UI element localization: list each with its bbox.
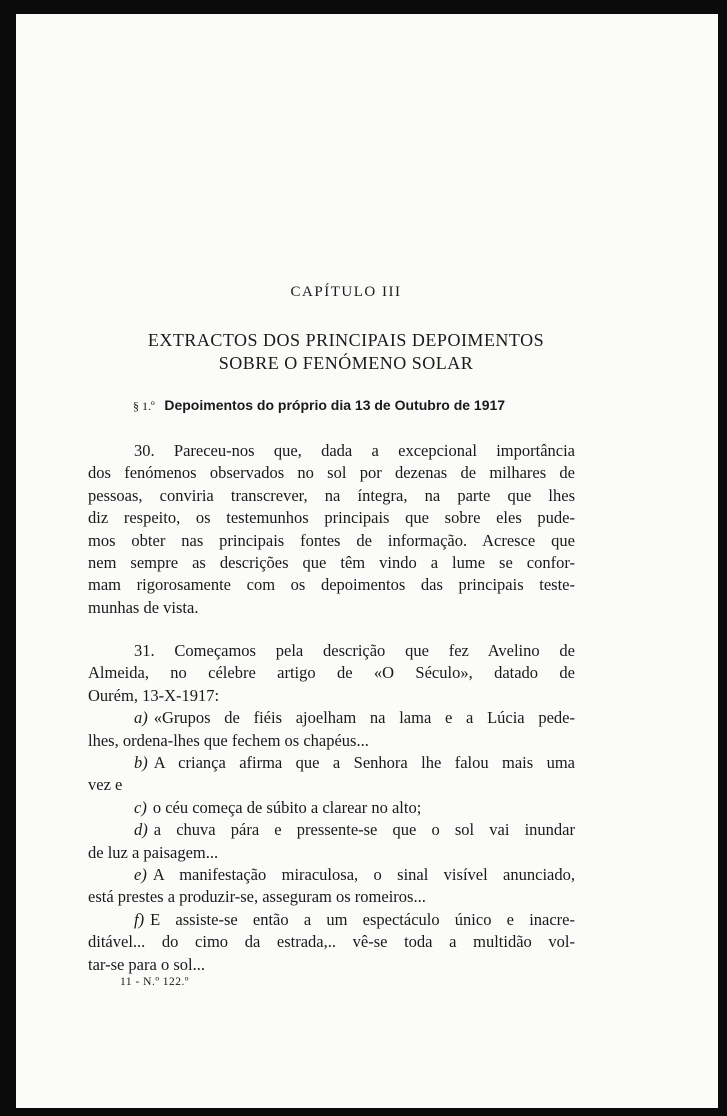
text-line: lhes, ordena-lhes que fechem os chapéus... — [88, 730, 369, 750]
item-text: «Grupos de fiéis ajoelham na lama e a Lúcia pede- — [153, 708, 575, 728]
chapter-title-line-2: SOBRE O FENÓMENO SOLAR — [218, 353, 474, 373]
item-label: e) — [134, 865, 147, 885]
item-label: c) — [134, 797, 147, 817]
chapter-title — [16, 329, 676, 375]
item-c — [88, 797, 575, 819]
section-heading — [133, 397, 593, 415]
text-line: de luz a paisagem... — [88, 842, 219, 862]
paragraph-31 — [88, 640, 575, 976]
text-line: vez e — [88, 775, 123, 795]
item-text: a chuva pára e pressente-se que o sol vai inundar — [153, 820, 575, 840]
text-line: pessoas, conviria transcrever, na íntegra, na parte que lhes — [88, 485, 575, 505]
paragraph-30 — [88, 440, 575, 619]
section-heading-text: Depoimentos do próprio dia 13 de Outubro de 1917 — [164, 397, 506, 413]
text-line: mos obter nas principais fontes de informação. Acresce que — [88, 530, 575, 550]
text-line: nem sempre as descrições que têm vindo a lume se confor- — [88, 553, 575, 573]
item-label: b) — [134, 753, 148, 773]
text-line: dos fenómenos observados no sol por dezenas de milhares de — [88, 463, 575, 483]
item-a — [88, 707, 575, 729]
text-line: 31. Começamos pela descrição que fez Avelino de — [134, 641, 575, 660]
item-text: E assiste-se então a um espectáculo único e inacre- — [150, 909, 575, 929]
text-line: ditável... do cimo da estrada,.. vê-se toda a multidão vol- — [88, 932, 575, 952]
footer-signature: 11 - N.º 122.º — [120, 976, 189, 988]
item-e — [88, 864, 575, 886]
text-line: 30. Pareceu-nos que, dada a excepcional importância — [134, 441, 575, 460]
item-text: A criança afirma que a Senhora lhe falou mais uma — [153, 753, 575, 773]
item-label: d) — [134, 820, 148, 840]
chapter-title-line-1: EXTRACTOS DOS PRINCIPAIS DEPOIMENTOS — [147, 330, 545, 350]
item-label: f) — [134, 909, 145, 929]
item-f — [88, 909, 575, 931]
text-line: Almeida, no célebre artigo de «O Século», datado de — [88, 663, 575, 683]
section-mark: § 1.º — [133, 399, 155, 413]
text-line: Ourém, 13-X-1917: — [88, 685, 220, 705]
item-label: a) — [134, 708, 148, 728]
item-d — [88, 819, 575, 841]
chapter-label: CAPÍTULO III — [290, 284, 402, 300]
item-text: A manifestação miraculosa, o sinal visível anunciado, — [152, 865, 575, 885]
text-line: munhas de vista. — [88, 597, 199, 617]
item-b — [88, 752, 575, 774]
text-line: mam rigorosamente com os depoimentos das principais teste- — [88, 575, 575, 595]
book-page — [16, 14, 718, 1108]
text-line: tar-se para o sol... — [88, 954, 205, 974]
text-line: está prestes a produzir-se, asseguram os romeiros... — [88, 887, 426, 907]
item-text: o céu começa de súbito a clarear no alto; — [152, 797, 422, 817]
text-line: diz respeito, os testemunhos principais que sobre eles pude- — [88, 508, 575, 528]
